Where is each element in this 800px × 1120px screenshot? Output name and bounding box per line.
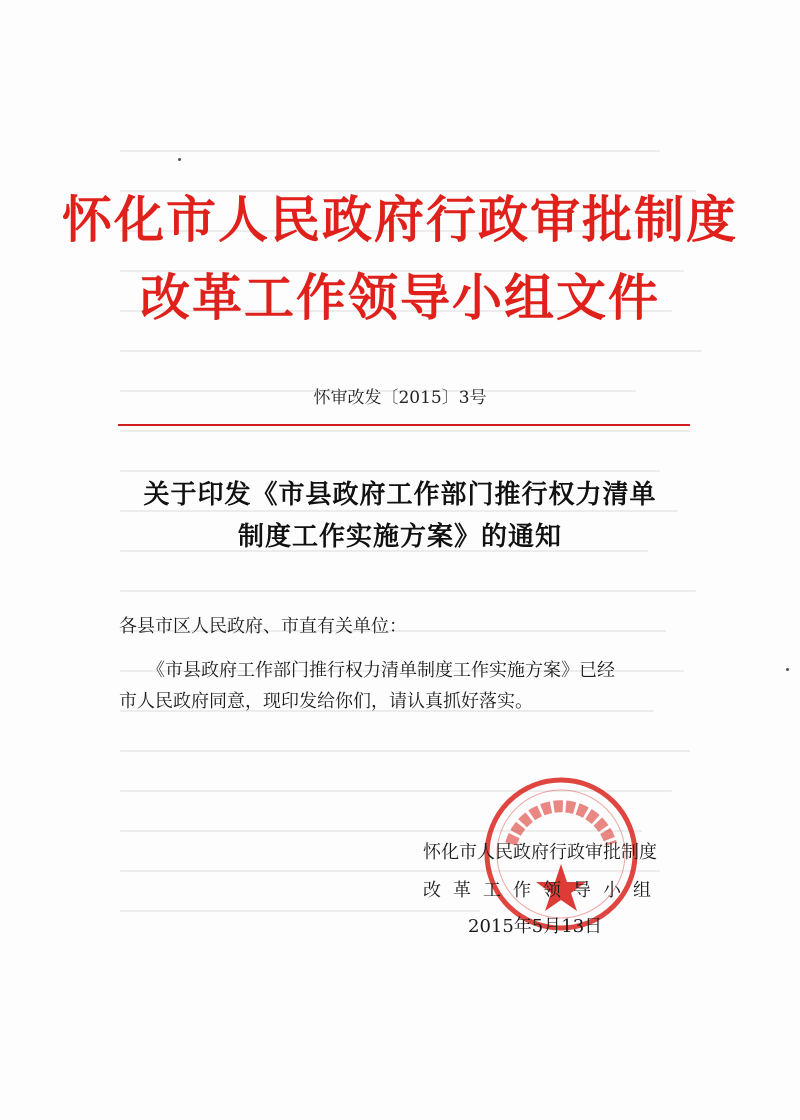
signature-date: 2015年5月13日 bbox=[468, 916, 603, 937]
salutation: 各县市区人民政府、市直有关单位： bbox=[119, 616, 407, 637]
document-number: 怀审改发〔2015〕3号 bbox=[313, 388, 487, 408]
body-line2: 市人民政府同意，现印发给你们，请认真抓好落实。 bbox=[119, 691, 533, 712]
signature-org-line2: 改革工作领导小组 bbox=[423, 880, 663, 901]
signature-org-line1: 怀化市人民政府行政审批制度 bbox=[423, 842, 657, 863]
notice-title-line1: 关于印发《市县政府工作部门推行权力清单 bbox=[143, 480, 657, 510]
header-title-line2: 改革工作领导小组文件 bbox=[140, 268, 660, 327]
scan-speck bbox=[178, 158, 181, 161]
notice-title-line2: 制度工作实施方案》的通知 bbox=[237, 522, 562, 552]
body-line1: 《市县政府工作部门推行权力清单制度工作实施方案》已经 bbox=[147, 660, 615, 681]
scan-speck bbox=[786, 668, 789, 671]
red-separator-rule bbox=[118, 424, 690, 426]
header-title-line1: 怀化市人民政府行政审批制度 bbox=[62, 190, 738, 249]
